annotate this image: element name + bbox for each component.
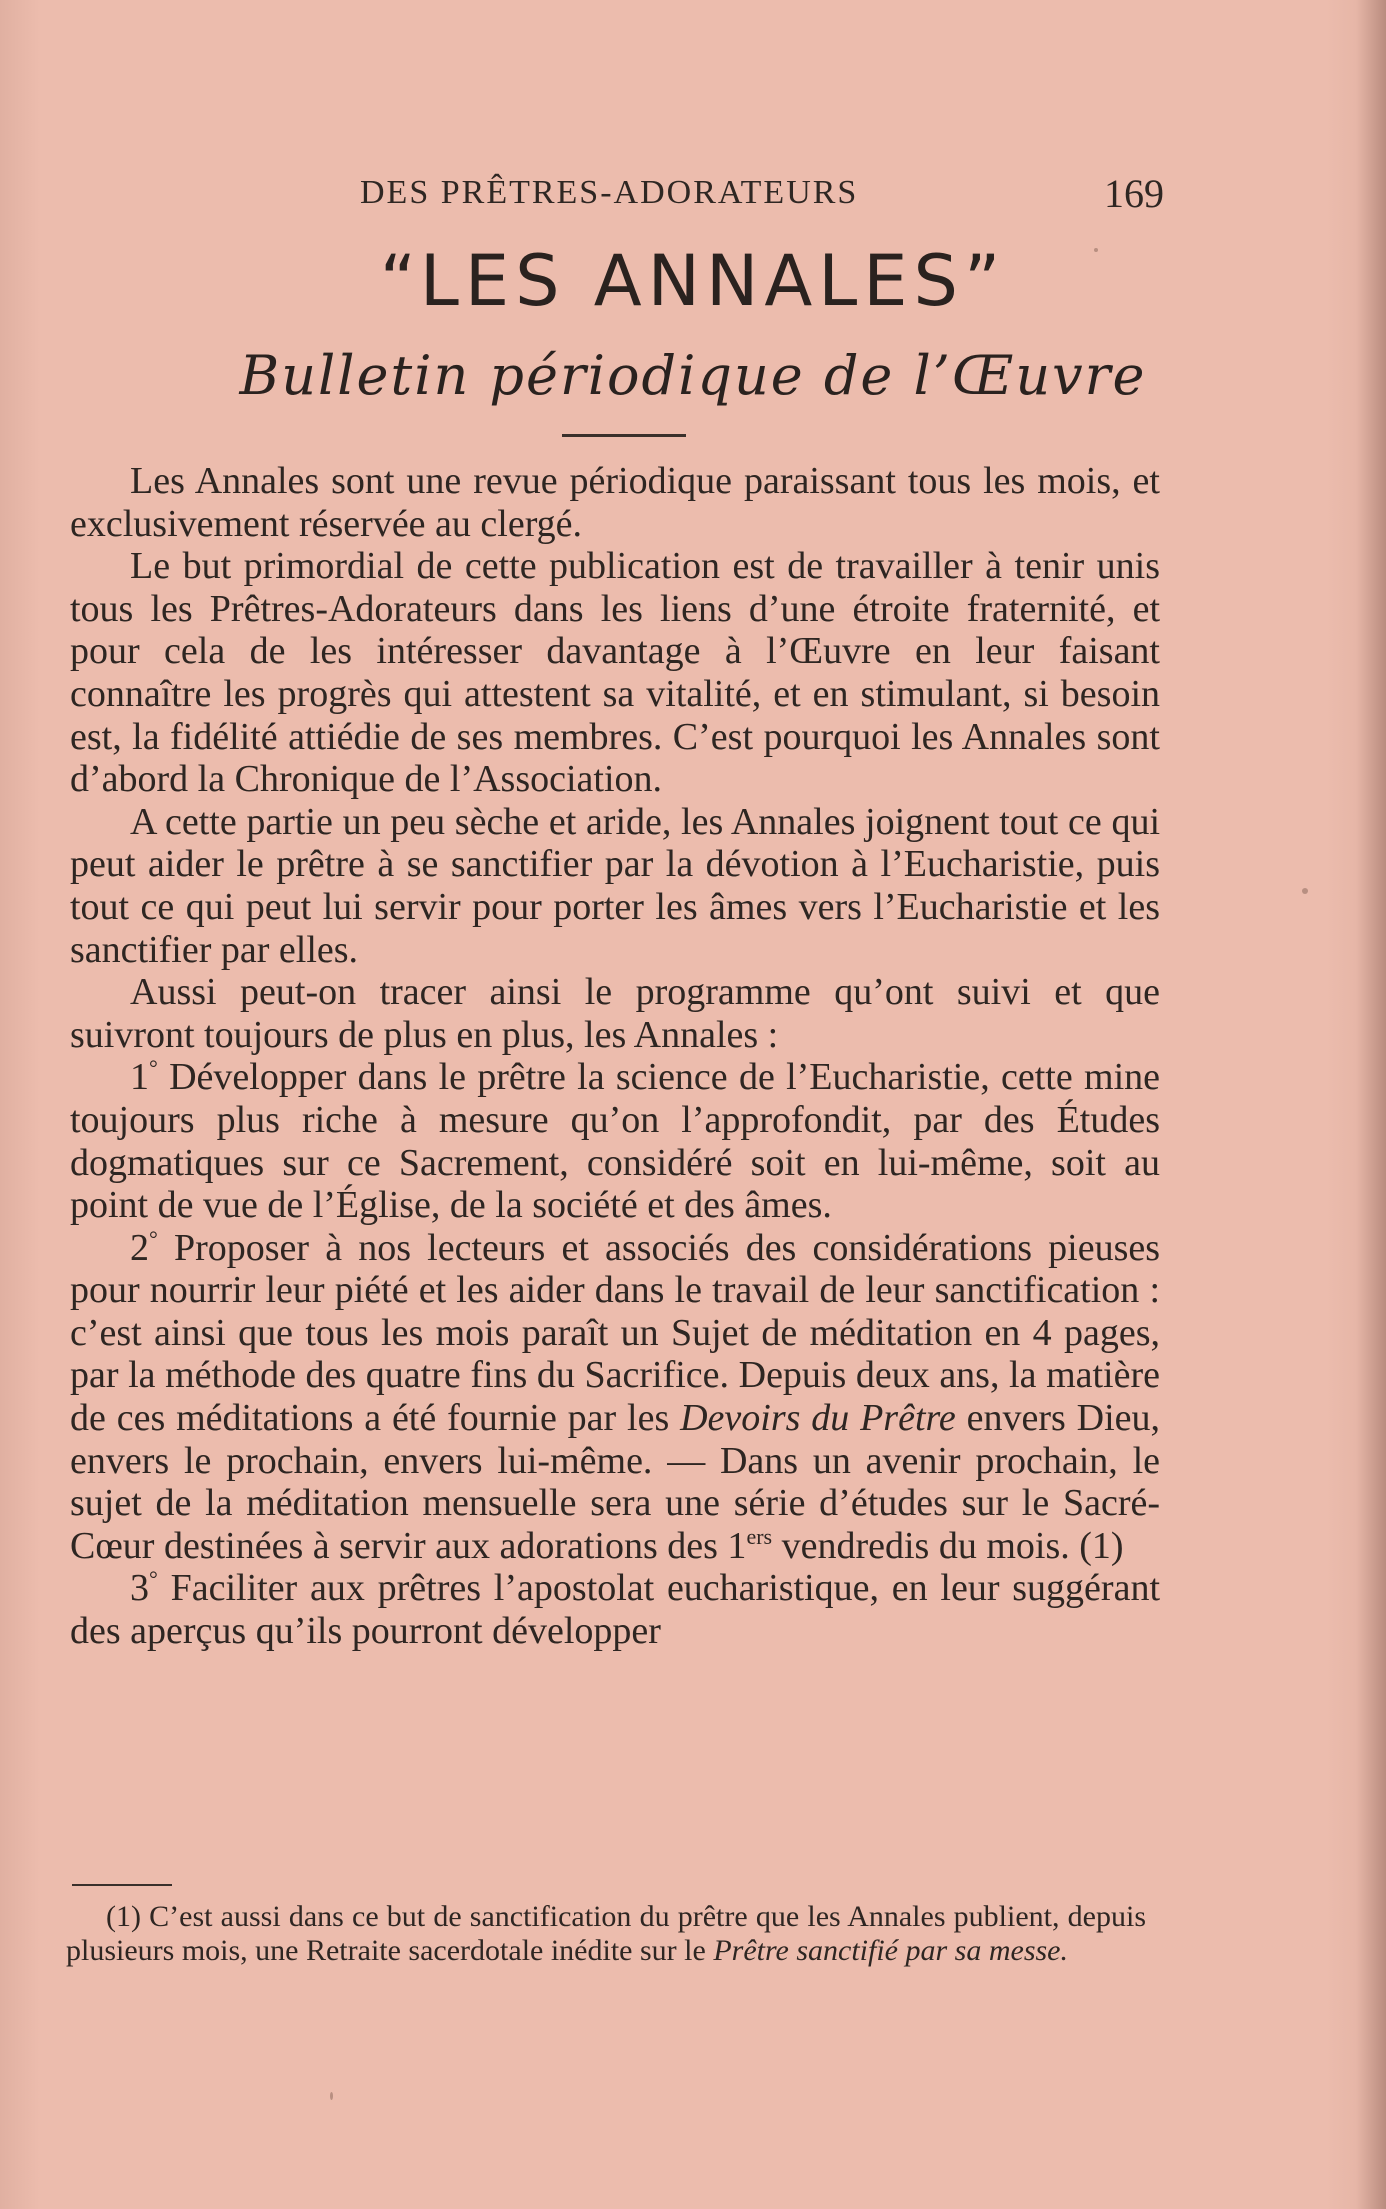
paragraph: Aussi peut-on tracer ainsi le programme qu’ont suivi et que suivront toujours de plus en plus, les Annales :	[70, 971, 1160, 1056]
running-head	[0, 170, 1386, 220]
footnote-divider	[72, 1884, 172, 1886]
item-text: Développer dans le prêtre la science de l’Eucharistie, cette mine toujours plus riche à mesure qu’on l’approfondit, par des Études dogmatiques sur ce Sacrement, considéré soit en lui-même, soit au point de vue de l’Église, de la société et des âmes.	[70, 1056, 1160, 1227]
paragraph: Les Annales sont une revue périodique paraissant tous les mois, et exclusivement réservée au clergé.	[70, 460, 1160, 545]
title-divider	[562, 434, 686, 437]
article-body	[70, 460, 1160, 1653]
program-item-1	[70, 1056, 1160, 1226]
item-text: Proposer à nos lecteurs et associés des considérations pieuses pour nourrir leur piété et les aider dans le travail de leur sanctification : c’est ainsi que tous les mois paraît un Sujet de méditation en 4 pages, par la méthode des quatre fins du Sacrifice. Depuis deux ans, la matière de ces méditations a été fournie par les	[70, 1226, 1161, 1440]
footnote	[66, 1900, 1146, 1968]
item-text: envers Dieu, envers le prochain, envers lui-même. — Dans un avenir prochain, le sujet de la méditation mensuelle sera une série d’études sur le Sacré-Cœur destinées à servir aux adorations des 1	[70, 1397, 1161, 1567]
article-title: “LES ANNALES”	[379, 240, 1007, 322]
item-text: vendredis du mois. (1)	[781, 1524, 1124, 1567]
running-title: DES PRÊTRES-ADORATEURS	[360, 174, 859, 211]
program-item-3	[70, 1567, 1160, 1652]
item-marker: 3	[130, 1567, 149, 1610]
paper-speck	[1302, 888, 1308, 894]
item-text: Faciliter aux prêtres l’apostolat eucharistique, en leur suggérant des aperçus qu’ils pourront développer	[70, 1567, 1160, 1653]
program-item-2	[70, 1227, 1160, 1568]
item-degree: °	[149, 1055, 158, 1081]
item-marker: 2	[130, 1226, 149, 1269]
footnote-italic: Prêtre sanctifié par sa messe.	[713, 1934, 1068, 1967]
paper-speck	[1094, 248, 1098, 252]
ordinal-superscript: ers	[746, 1523, 773, 1549]
item-degree: °	[149, 1566, 158, 1592]
article-subtitle: Bulletin périodique de l’Œuvre	[239, 344, 1147, 407]
paragraph: Le but primordial de cette publication est de travailler à tenir unis tous les Prêtres-Adorateurs dans les liens d’une étroite fraternité, et pour cela de les intéresser davantage à l’Œuvre en leur faisant connaître les progrès qui attestent sa vitalité, et en stimulant, si besoin est, la fidélité attiédie de ses membres. C’est pourquoi les Annales sont d’abord la Chronique de l’Association.	[70, 545, 1160, 801]
item-degree: °	[149, 1225, 158, 1251]
paragraph: A cette partie un peu sèche et aride, les Annales joignent tout ce qui peut aider le prêtre à se sanctifier par la dévotion à l’Eucharistie, puis tout ce qui peut lui servir pour porter les âmes vers l’Eucharistie et les sanctifier par elles.	[70, 800, 1160, 971]
page-number: 169	[1104, 171, 1164, 216]
paper-speck	[330, 2092, 333, 2100]
italic-title: Devoirs du Prêtre	[680, 1397, 956, 1440]
footnote-text: C’est aussi dans ce but de sanctification du prêtre que les Annales publient, depuis plusieurs mois, une Retraite sacerdotale inédite sur le	[66, 1900, 1147, 1967]
item-marker: 1	[130, 1056, 149, 1099]
footnote-marker: (1)	[106, 1900, 141, 1933]
